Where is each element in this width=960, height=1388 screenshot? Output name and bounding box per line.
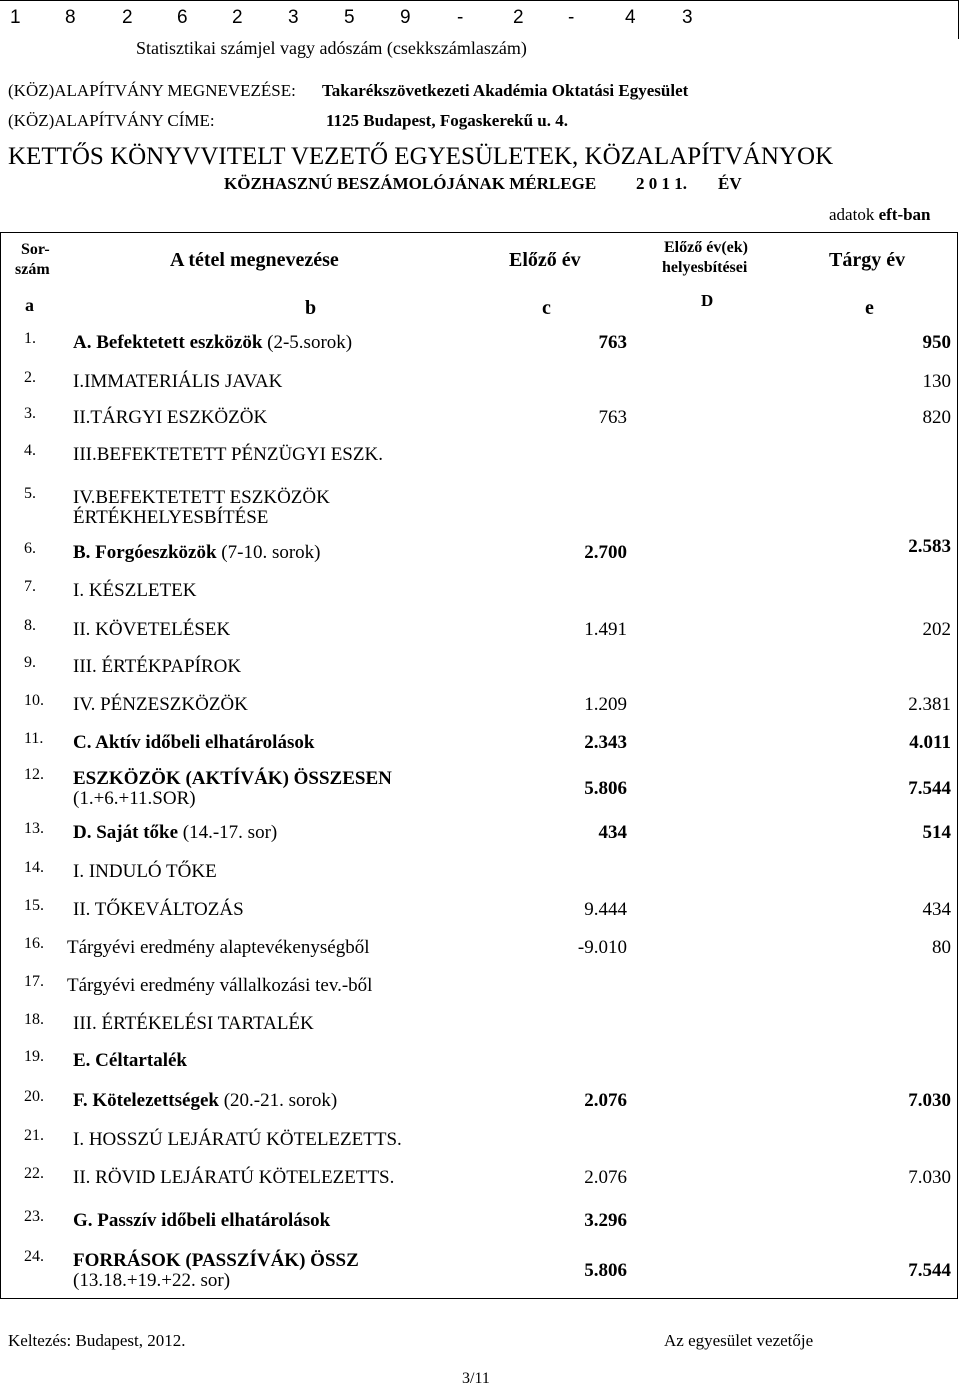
row-label	[67, 937, 369, 959]
row-label-bold: E. Céltartalék	[73, 1050, 187, 1071]
current-year-value: 434	[922, 899, 951, 920]
place-date: Keltezés: Budapest, 2012.	[8, 1331, 186, 1350]
row-number: 10.	[24, 692, 44, 709]
row-label-text: III. ÉRTÉKELÉSI TARTALÉK	[73, 1013, 314, 1034]
prev-year-value: 2.700	[584, 542, 627, 563]
row-number: 15.	[24, 897, 44, 914]
letter-d: D	[701, 291, 714, 310]
row-number: 23.	[24, 1208, 44, 1225]
prev-year-value: 2.343	[584, 732, 627, 753]
org-name-label: (KÖZ)ALAPÍTVÁNY MEGNEVEZÉSE:	[8, 81, 296, 100]
row-label	[73, 899, 244, 921]
tax-id-caption: Statisztikai számjel vagy adószám (csekkszámlaszám)	[136, 38, 527, 58]
prev-year-value: 2.076	[584, 1090, 627, 1111]
row-label	[73, 656, 241, 678]
row-label	[73, 1250, 359, 1272]
tax-id-digit: 4	[625, 7, 636, 28]
row-label	[73, 407, 267, 429]
row-label	[73, 1013, 314, 1035]
row-number: 17.	[24, 973, 44, 990]
sub-title: KÖZHASZNÚ BESZÁMOLÓJÁNAK MÉRLEGE	[224, 174, 597, 193]
row-label-text: I. INDULÓ TŐKE	[73, 861, 217, 882]
row-number: 18.	[24, 1011, 44, 1028]
row-number: 5.	[24, 485, 36, 502]
letter-c: c	[542, 297, 551, 319]
row-label	[73, 371, 282, 393]
row-label	[73, 1167, 394, 1189]
unit-prefix: adatok	[829, 205, 875, 224]
row-label	[73, 732, 314, 754]
tax-id-digit: 2	[122, 7, 133, 28]
unit-note	[829, 205, 931, 225]
row-label-text: I.IMMATERIÁLIS JAVAK	[73, 371, 283, 392]
prev-year-value: 1.491	[584, 619, 627, 640]
header-prev-year: Előző év	[509, 249, 581, 271]
current-year-value: 514	[922, 822, 951, 843]
prev-year-value: 2.076	[584, 1167, 627, 1188]
report-year: 2 0 1 1.	[636, 174, 687, 193]
row-number: 11.	[24, 730, 44, 747]
row-label-text: I. HOSSZÚ LEJÁRATÚ KÖTELEZETTS.	[73, 1129, 402, 1150]
row-label	[73, 332, 352, 354]
row-label	[73, 768, 392, 790]
row-number: 6.	[24, 540, 36, 557]
row-label-text: (14.-17. sor)	[178, 822, 278, 843]
prev-year-value: 763	[598, 332, 627, 353]
row-label-continuation: ÉRTÉKHELYESBÍTÉSE	[73, 507, 269, 528]
prev-year-value: 1.209	[584, 694, 627, 715]
prev-year-value: 9.444	[584, 899, 627, 920]
row-number: 19.	[24, 1048, 44, 1065]
tax-id-digit: 8	[65, 7, 76, 28]
tax-id-digit: 9	[400, 7, 411, 28]
header-sorszam-2: szám	[15, 261, 50, 278]
row-label-bold: B. Forgóeszközök	[73, 542, 217, 563]
current-year-value: 7.030	[908, 1090, 951, 1111]
row-label-continuation: (1.+6.+11.SOR)	[73, 788, 196, 809]
row-number: 1.	[24, 330, 36, 347]
letter-b: b	[305, 297, 317, 319]
tax-id-digit: 3	[288, 7, 299, 28]
row-number: 24.	[24, 1248, 44, 1265]
report-year-word: ÉV	[718, 174, 742, 193]
tax-id-digit: 2	[513, 7, 524, 28]
row-label	[73, 1050, 187, 1072]
row-label	[73, 619, 230, 641]
row-label	[73, 1129, 402, 1151]
row-label	[73, 861, 217, 883]
row-number: 21.	[24, 1127, 44, 1144]
current-year-value: 2.583	[908, 536, 951, 557]
current-year-value: 202	[922, 619, 951, 640]
row-label-text: III. ÉRTÉKPAPÍROK	[73, 656, 242, 677]
current-year-value: 950	[922, 332, 951, 353]
row-number: 14.	[24, 859, 44, 876]
tax-id-digit: 3	[682, 7, 693, 28]
tax-id-digit: -	[568, 7, 575, 28]
row-number: 7.	[24, 578, 36, 595]
row-label	[73, 580, 196, 602]
row-label	[73, 542, 321, 564]
prev-year-value: 5.806	[584, 1260, 627, 1281]
header-item-name: A tétel megnevezése	[170, 249, 339, 271]
row-label-text: III.BEFEKTETETT PÉNZÜGYI ESZK.	[73, 444, 383, 465]
current-year-value: 7.030	[908, 1167, 951, 1188]
row-label-text: Tárgyévi eredmény vállalkozási tev.-ből	[67, 975, 373, 996]
row-label	[73, 444, 383, 466]
row-number: 20.	[24, 1088, 44, 1105]
current-year-value: 2.381	[908, 694, 951, 715]
row-number: 16.	[24, 935, 44, 952]
prev-year-value: 3.296	[584, 1210, 627, 1231]
prev-year-value: 434	[598, 822, 627, 843]
row-label-bold: FORRÁSOK (PASSZÍVÁK) ÖSSZ	[73, 1250, 359, 1271]
row-label	[67, 975, 372, 997]
row-label-text: II.TÁRGYI ESZKÖZÖK	[73, 407, 268, 428]
balance-sheet-table	[0, 232, 958, 1299]
row-number: 3.	[24, 405, 36, 422]
row-label-bold: A. Befektetett eszközök	[73, 332, 263, 353]
row-label-text: Tárgyévi eredmény alaptevékenységből	[67, 937, 370, 958]
signer-label: Az egyesület vezetője	[664, 1331, 814, 1350]
tax-id-digit: 1	[10, 7, 21, 28]
tax-id-digit: -	[457, 7, 464, 28]
tax-id-digit: 6	[177, 7, 188, 28]
unit-value: eft-ban	[878, 205, 931, 224]
header-corrections-2: helyesbítései	[662, 259, 748, 276]
letter-a: a	[25, 295, 34, 315]
row-label-text: II. TŐKEVÁLTOZÁS	[73, 899, 244, 920]
row-number: 13.	[24, 820, 44, 837]
prev-year-value: 5.806	[584, 778, 627, 799]
row-label	[73, 1090, 337, 1112]
row-label-text: (2-5.sorok)	[262, 332, 353, 353]
row-number: 9.	[24, 654, 36, 671]
current-year-value: 7.544	[908, 1260, 951, 1281]
current-year-value: 130	[922, 371, 951, 392]
row-number: 12.	[24, 766, 44, 783]
header-corrections-1: Előző év(ek)	[664, 239, 748, 256]
row-label-text: II. KÖVETELÉSEK	[73, 619, 231, 640]
row-label-text: IV. PÉNZESZKÖZÖK	[73, 694, 248, 715]
row-label	[73, 822, 277, 844]
current-year-value: 820	[922, 407, 951, 428]
tax-id-digit: 2	[232, 7, 243, 28]
prev-year-value: 763	[598, 407, 627, 428]
org-address-label: (KÖZ)ALAPÍTVÁNY CÍME:	[8, 111, 215, 130]
row-label-bold: ESZKÖZÖK (AKTÍVÁK) ÖSSZESEN	[73, 768, 392, 789]
row-number: 4.	[24, 442, 36, 459]
row-label-text: (20.-21. sorok)	[218, 1090, 338, 1111]
current-year-value: 4.011	[909, 732, 951, 753]
row-number: 22.	[24, 1165, 44, 1182]
row-label-bold: F. Kötelezettségek	[73, 1090, 219, 1111]
row-label-text: (7-10. sorok)	[216, 542, 321, 563]
page-number: 3/11	[462, 1370, 490, 1387]
row-label	[73, 694, 248, 716]
row-number: 8.	[24, 617, 36, 634]
tax-id-row	[0, 0, 959, 39]
row-label-text: I. KÉSZLETEK	[73, 580, 197, 601]
prev-year-value: -9.010	[577, 937, 627, 958]
row-label-bold: D. Saját tőke	[73, 822, 179, 843]
org-name-value: Takarékszövetkezeti Akadémia Oktatási Egyesület	[322, 81, 689, 100]
header-current-year: Tárgy év	[829, 249, 906, 271]
row-label-continuation: (13.18.+19.+22. sor)	[73, 1270, 231, 1291]
letter-e: e	[865, 297, 874, 319]
row-number: 2.	[24, 369, 36, 386]
row-label	[73, 1210, 330, 1232]
row-label-bold: G. Passzív időbeli elhatárolások	[73, 1210, 331, 1231]
main-title: KETTŐS KÖNYVVITELT VEZETŐ EGYESÜLETEK, KÖZALAPÍTVÁNYOK	[8, 143, 834, 170]
tax-id-digit: 5	[344, 7, 355, 28]
current-year-value: 80	[932, 937, 951, 958]
row-label-text: II. RÖVID LEJÁRATÚ KÖTELEZETTS.	[73, 1167, 395, 1188]
current-year-value: 7.544	[908, 778, 951, 799]
header-sorszam-1: Sor-	[21, 241, 50, 258]
row-label-bold: C. Aktív időbeli elhatárolások	[73, 732, 315, 753]
org-address-value: 1125 Budapest, Fogaskerekű u. 4.	[326, 111, 568, 130]
row-label-text: IV.BEFEKTETETT ESZKÖZÖK	[73, 487, 330, 508]
row-label	[73, 487, 330, 509]
